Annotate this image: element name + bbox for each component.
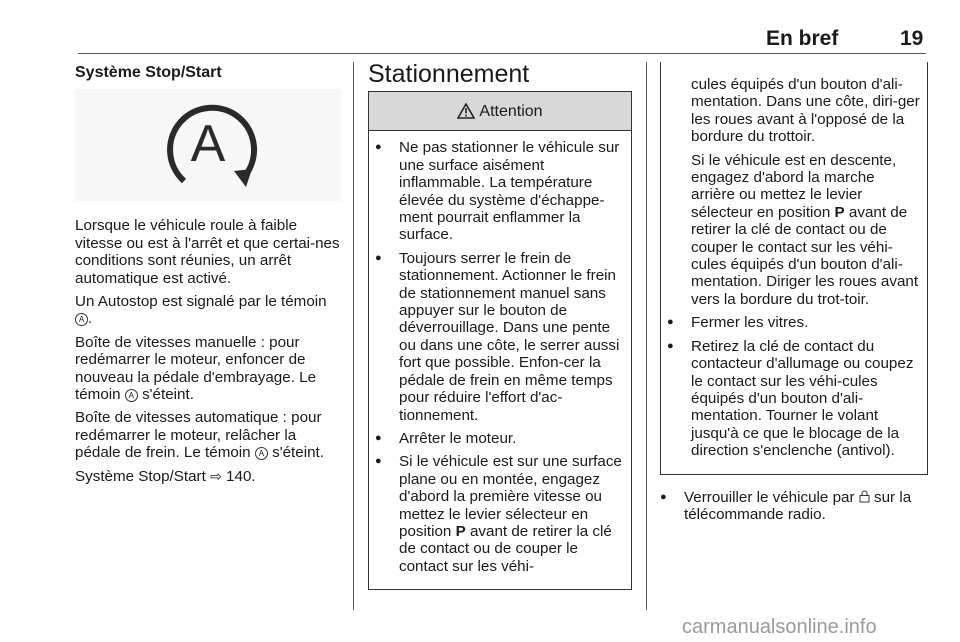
attention-header: [369, 92, 631, 131]
right-column: [660, 62, 928, 529]
list-item: ● Si le véhicule est sur une surface plane ou en montée, engagez d'abord la première vitesse ou mettez le levier sélecteur en position P avant de retirer la clé de contact ou de couper le contact sur les véhi-: [375, 453, 625, 575]
auto-stop-icon: [148, 95, 268, 195]
list-item: ● Fermer les vitres.: [667, 314, 921, 331]
page-ref-arrow-icon: ⇨: [210, 467, 222, 484]
list-item: ● Verrouiller le véhicule par sur la télécommande radio.: [660, 489, 928, 524]
autostop-indicator-icon: A: [125, 389, 138, 402]
left-column: [75, 62, 341, 491]
watermark: carmanualsonline.info: [682, 616, 877, 638]
autostop-indicator-icon: A: [75, 313, 88, 326]
header-divider: [78, 53, 926, 54]
attention-label: Attention: [479, 102, 543, 120]
attention-box: [368, 91, 632, 590]
autostop-indicator-icon: A: [255, 447, 268, 460]
list-item: ● Retirez la clé de contact du contacteur d'allumage ou coupez le contact sur les véhi-cules équipés d'un bouton d'ali-mentation. Tourner le volant jusqu'à ce que le blocage de la direction s'enclenche (antivol).: [667, 338, 921, 460]
list-item: ● Ne pas stationner le véhicule sur une surface aisément inflammable. La température élevée du système d'échappe-ment pourrait enflammer la surface.: [375, 139, 625, 243]
list-item: ● Toujours serrer le frein de stationnement. Actionner le frein de stationnement manuel sans appuyer sur le bouton de déverrouillage. Dans une pente ou dans une côte, le serrer aussi fort que possible. Enfon-cer la pédale de frein en même temps pour réduire l'effort d'ac-tionnement.: [375, 250, 625, 424]
lock-icon: [859, 490, 870, 503]
list-item: ● Arrêter le moteur.: [375, 430, 625, 447]
auto-stop-icon-panel: [75, 89, 341, 201]
column-divider: [646, 62, 647, 610]
column-divider: [353, 62, 354, 610]
parking-heading: Stationnement: [368, 60, 530, 88]
page-header: [0, 0, 960, 50]
paragraph: Lorsque le véhicule roule à faible vitesse ou est à l'arrêt et que certai-nes conditions sont réunies, un arrêt automatique est activé.: [75, 217, 340, 287]
stop-start-heading: Système Stop/Start: [75, 64, 222, 81]
attention-body: [369, 131, 631, 589]
page-number: 19: [900, 27, 924, 50]
attention-box-continued: [660, 62, 928, 475]
paragraph: Un Autostop est signalé par le témoin A .: [75, 293, 327, 328]
paragraph: Boîte de vitesses manuelle : pour redémarrer le moteur, enfoncer de nouveau la pédale d'embrayage. Le témoin A s'éteint.: [75, 333, 317, 404]
middle-column: [368, 62, 632, 590]
list-item-continued: cules équipés d'un bouton d'ali-mentation. Dans une côte, diri-ger les roues avant à l'opposé de la bordure du trottoir.: [691, 76, 920, 146]
paragraph: Boîte de vitesses automatique : pour redémarrer le moteur, relâcher la pédale de frein. Le témoin A s'éteint.: [75, 409, 324, 462]
svg-text:A: A: [190, 115, 226, 174]
section-title: En bref: [766, 27, 839, 50]
cross-reference[interactable]: Système Stop/Start ⇨ 140.: [75, 467, 256, 485]
list-item-continued: Si le véhicule est en descente, engagez d'abord la marche arrière ou mettez le levier sélecteur en position P avant de retirer la clé de contact ou de couper le contact sur les véhi-cules équipés d'un bouton d'ali-mentation. Diriger les roues avant vers la bordure du trot-toir.: [691, 151, 919, 308]
warning-triangle-icon: [457, 103, 475, 119]
